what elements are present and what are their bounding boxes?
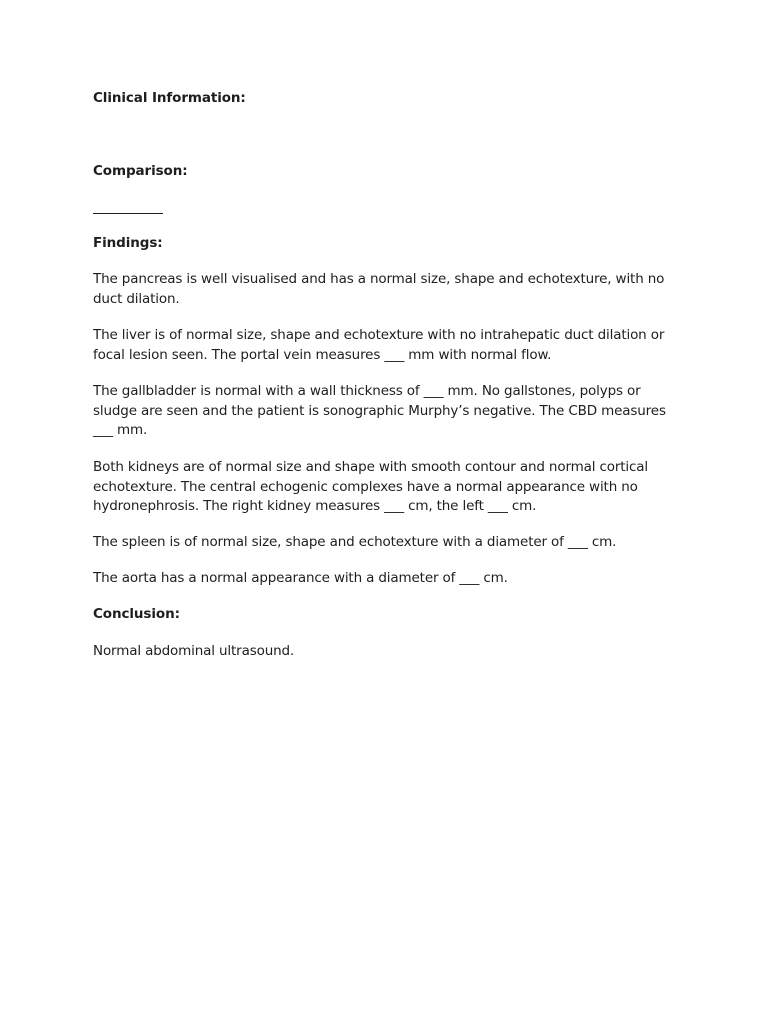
comparison-blank-line bbox=[93, 213, 163, 214]
findings-heading: Findings: bbox=[93, 235, 163, 251]
conclusion-heading: Conclusion: bbox=[93, 606, 180, 622]
clinical-information-heading: Clinical Information: bbox=[93, 90, 246, 106]
findings-spleen-paragraph: The spleen is of normal size, shape and echotexture with a diameter of ___ cm. bbox=[93, 534, 617, 550]
findings-pancreas-paragraph: The pancreas is well visualised and has a normal size, shape and echotexture, with no duct dilation. bbox=[93, 271, 665, 307]
findings-kidneys-paragraph: Both kidneys are of normal size and shape with smooth contour and normal cortical echotexture. The central echogenic complexes have a normal appearance with no hydronephrosis. The right kidney measures ___ cm, the left ___ cm. bbox=[93, 459, 649, 514]
findings-liver-paragraph: The liver is of normal size, shape and echotexture with no intrahepatic duct dilation or focal lesion seen. The portal vein measures ___ mm with normal flow. bbox=[93, 327, 665, 363]
findings-aorta-paragraph: The aorta has a normal appearance with a diameter of ___ cm. bbox=[93, 570, 508, 586]
comparison-heading: Comparison: bbox=[93, 163, 188, 179]
conclusion-text: Normal abdominal ultrasound. bbox=[93, 643, 295, 659]
findings-gallbladder-paragraph: The gallbladder is normal with a wall thickness of ___ mm. No gallstones, polyps or sludge are seen and the patient is sonographic Murphy’s negative. The CBD measures ___ mm. bbox=[93, 383, 666, 438]
